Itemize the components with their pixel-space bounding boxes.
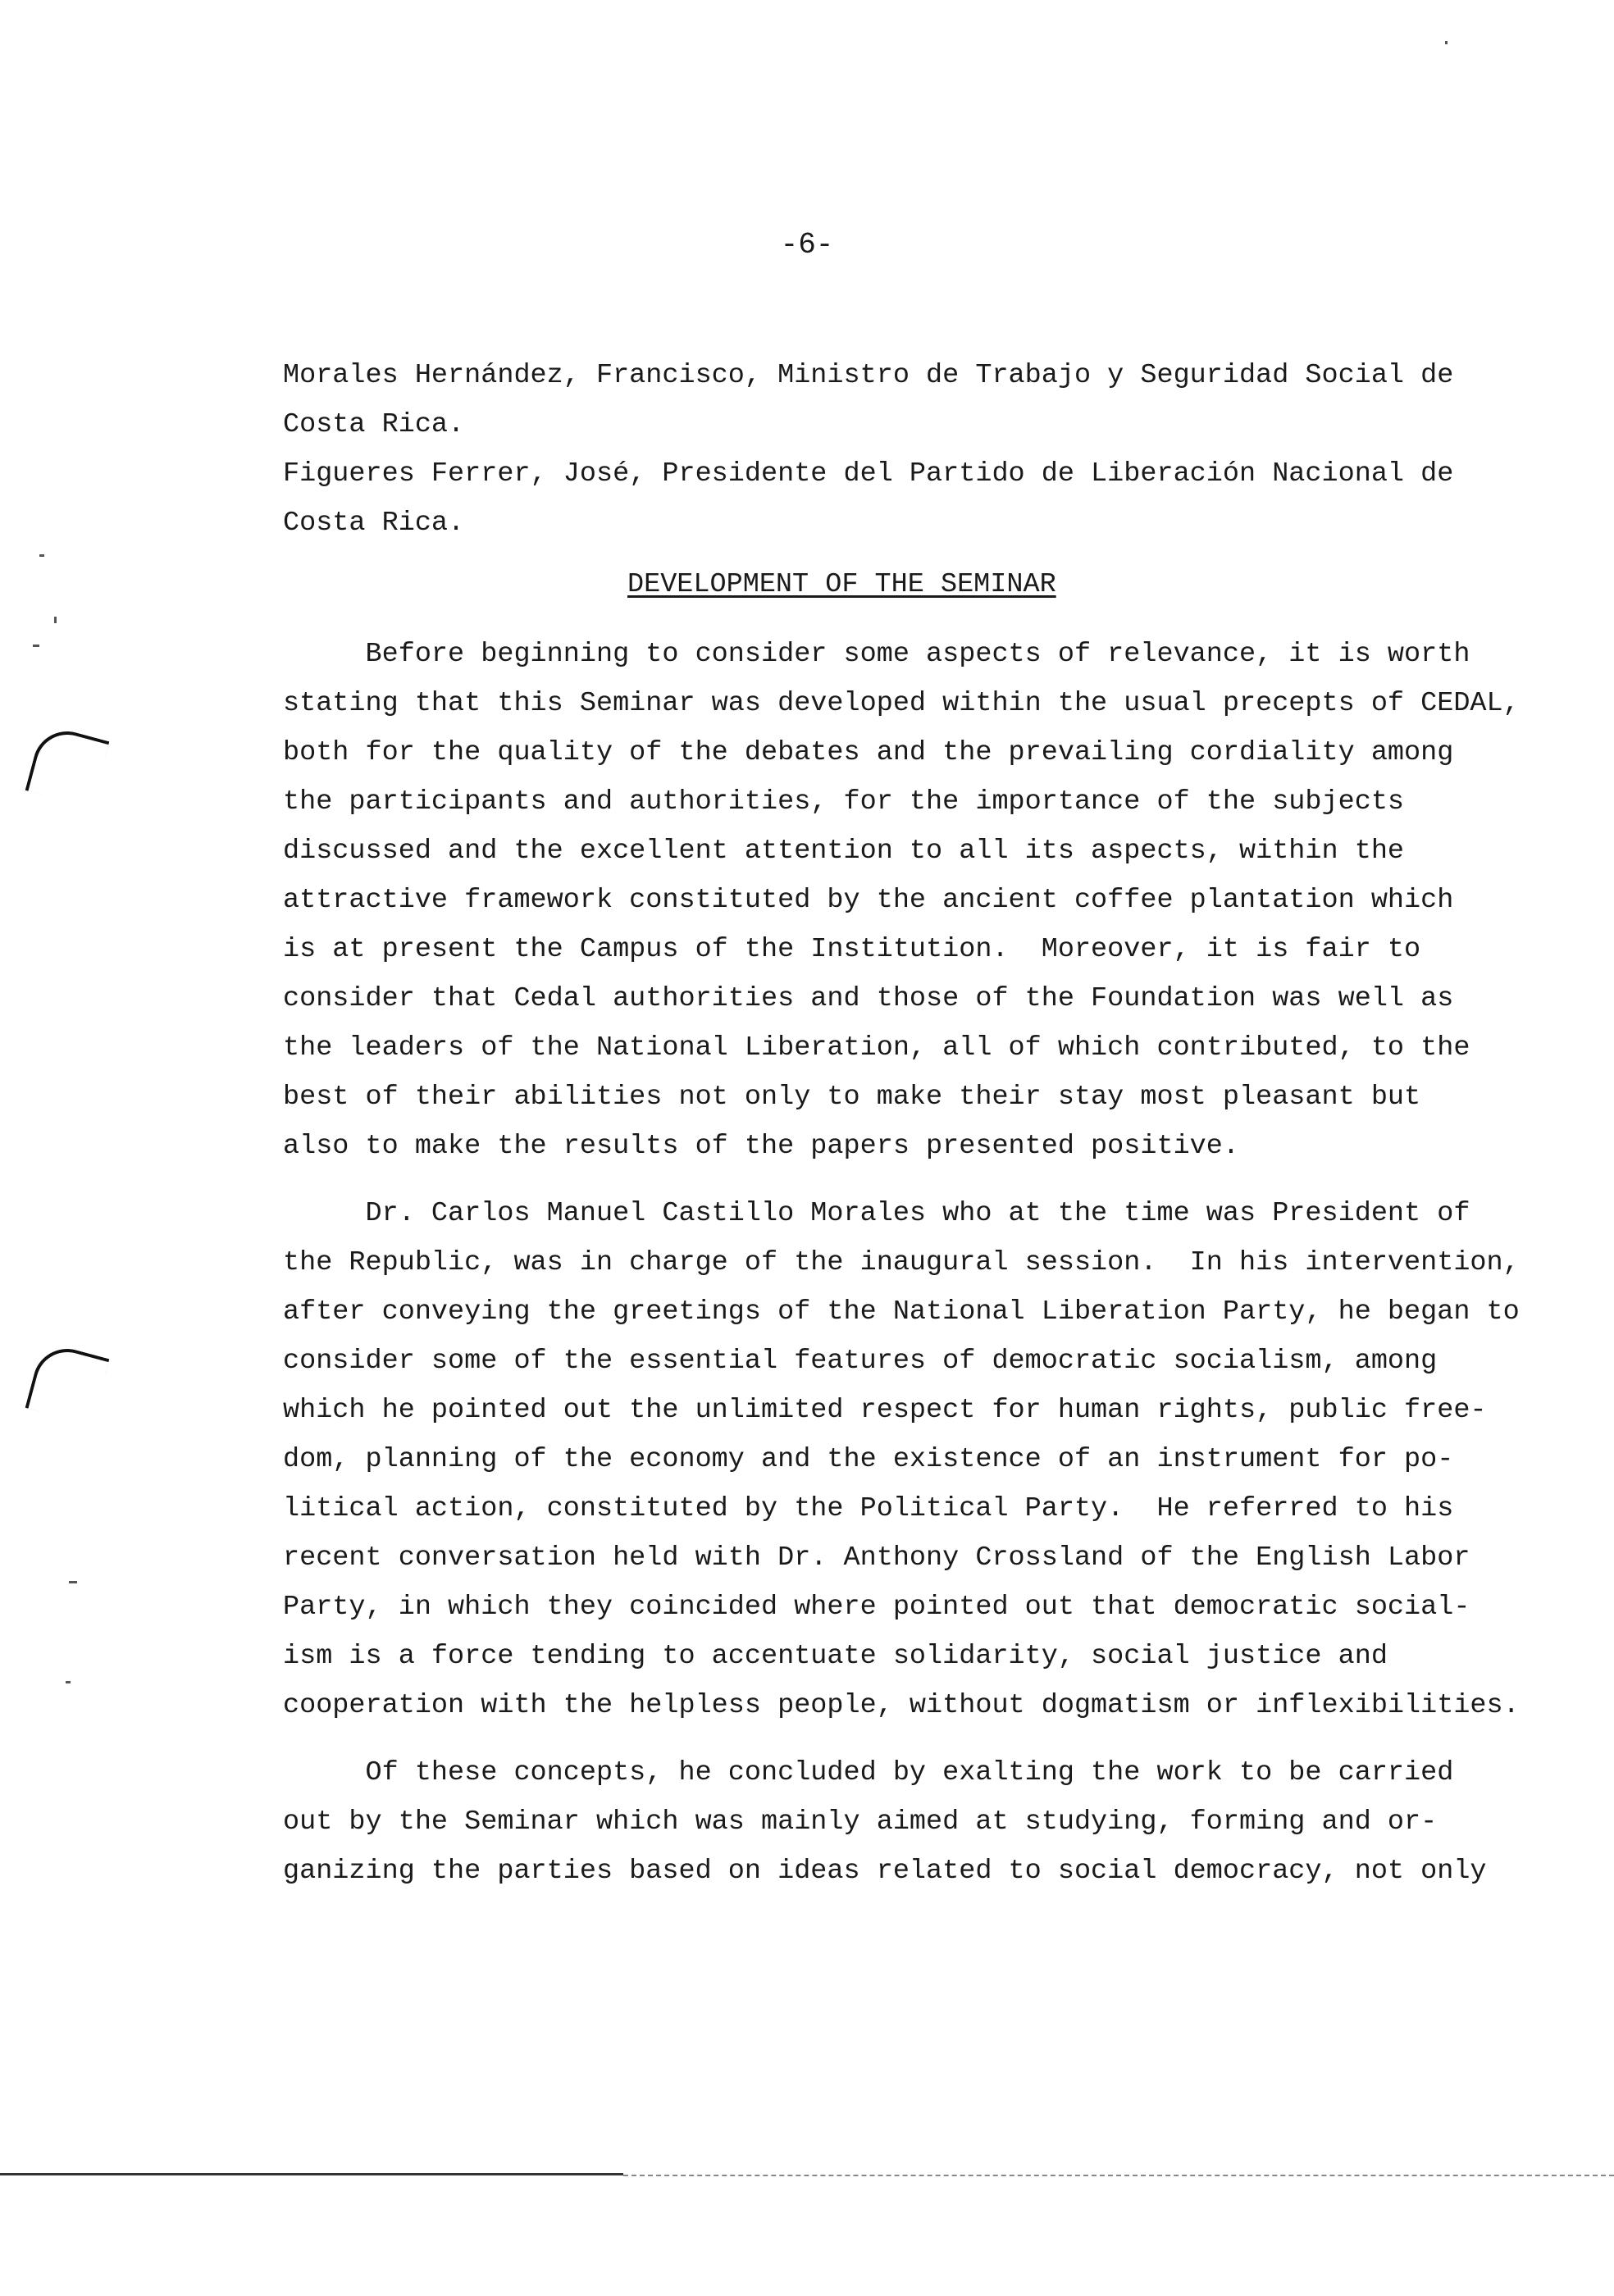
scan-speck bbox=[39, 554, 44, 557]
paragraph-1-line: stating that this Seminar was developed within the usual precepts of CEDAL, bbox=[283, 688, 1520, 719]
paragraph-2-line: ism is a force tending to accentuate solidarity, social justice and bbox=[283, 1641, 1388, 1672]
paragraph-1-line: Before beginning to consider some aspects of relevance, it is worth bbox=[283, 639, 1470, 670]
scan-speck bbox=[33, 645, 39, 647]
scan-speck bbox=[69, 1581, 77, 1583]
paragraph-1-line: the leaders of the National Liberation, all of which contributed, to the bbox=[283, 1032, 1470, 1064]
paragraph-1-line: discussed and the excellent attention to all its aspects, within the bbox=[283, 836, 1405, 867]
paragraph-1-line: is at present the Campus of the Institution. Moreover, it is fair to bbox=[283, 934, 1421, 965]
punch-hole-mark bbox=[25, 724, 110, 809]
attendee-line: Costa Rica. bbox=[283, 508, 465, 539]
paragraph-1-line: also to make the results of the papers presented positive. bbox=[283, 1131, 1239, 1162]
page-number: -6- bbox=[780, 228, 834, 262]
page-edge-line bbox=[623, 2175, 1614, 2176]
attendee-line: Morales Hernández, Francisco, Ministro de Trabajo y Seguridad Social de bbox=[283, 360, 1454, 391]
paragraph-2-line: after conveying the greetings of the National Liberation Party, he began to bbox=[283, 1296, 1520, 1328]
paragraph-2-line: Party, in which they coincided where pointed out that democratic social- bbox=[283, 1592, 1470, 1623]
section-heading: DEVELOPMENT OF THE SEMINAR bbox=[627, 569, 1056, 600]
punch-hole-mark bbox=[25, 1342, 110, 1426]
paragraph-2-line: dom, planning of the economy and the existence of an instrument for po- bbox=[283, 1444, 1454, 1475]
paragraph-1-line: best of their abilities not only to make their stay most pleasant but bbox=[283, 1082, 1421, 1113]
paragraph-2-line: consider some of the essential features of democratic socialism, among bbox=[283, 1346, 1438, 1377]
attendee-line: Figueres Ferrer, José, Presidente del Partido de Liberación Nacional de bbox=[283, 458, 1454, 490]
paragraph-2-line: recent conversation held with Dr. Anthony Crossland of the English Labor bbox=[283, 1542, 1470, 1574]
paragraph-1-line: the participants and authorities, for the importance of the subjects bbox=[283, 786, 1405, 818]
scan-speck bbox=[66, 1681, 71, 1683]
paragraph-2-line: the Republic, was in charge of the inaugural session. In his intervention, bbox=[283, 1247, 1520, 1278]
paragraph-3-line: out by the Seminar which was mainly aimed at studying, forming and or- bbox=[283, 1806, 1438, 1838]
paragraph-3-line: ganizing the parties based on ideas related to social democracy, not only bbox=[283, 1856, 1487, 1887]
paragraph-2-line: litical action, constituted by the Political Party. He referred to his bbox=[283, 1493, 1454, 1524]
paragraph-2-line: which he pointed out the unlimited respect for human rights, public free- bbox=[283, 1395, 1487, 1426]
scan-speck bbox=[1445, 41, 1448, 44]
page-edge-line bbox=[0, 2173, 623, 2175]
paragraph-3-line: Of these concepts, he concluded by exalting the work to be carried bbox=[283, 1757, 1454, 1788]
paragraph-2-line: cooperation with the helpless people, without dogmatism or inflexibilities. bbox=[283, 1690, 1520, 1721]
paragraph-2-line: Dr. Carlos Manuel Castillo Morales who at the time was President of bbox=[283, 1198, 1470, 1229]
paragraph-1-line: attractive framework constituted by the ancient coffee plantation which bbox=[283, 885, 1454, 916]
paragraph-1-line: consider that Cedal authorities and those of the Foundation was well as bbox=[283, 983, 1454, 1014]
paragraph-1-line: both for the quality of the debates and the prevailing cordiality among bbox=[283, 737, 1454, 768]
attendee-line: Costa Rica. bbox=[283, 409, 465, 440]
scan-speck bbox=[54, 617, 57, 623]
